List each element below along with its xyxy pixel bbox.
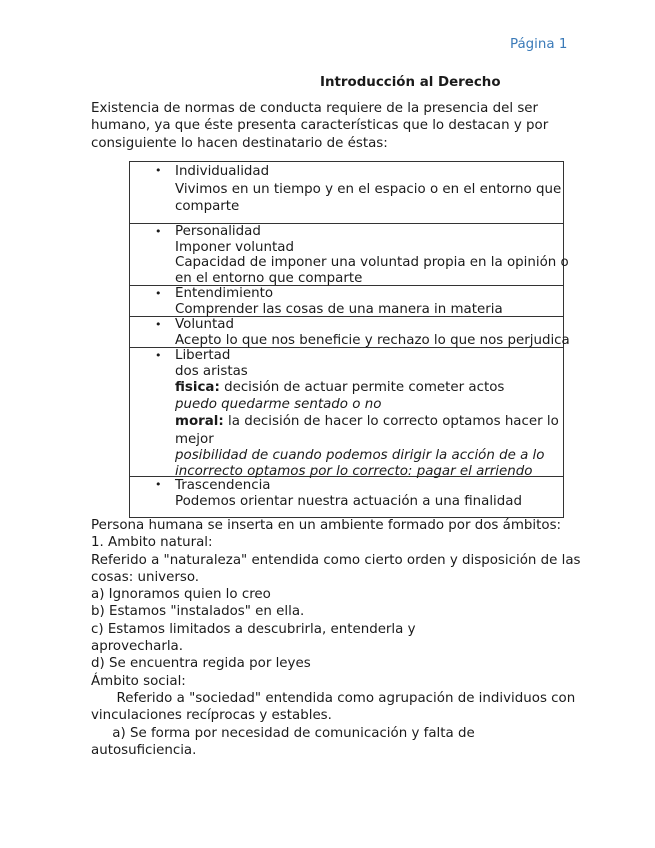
intro-paragraph: [91, 100, 561, 152]
row-text: Acepto lo que nos beneficie y rechazo lo que nos perjudica: [175, 332, 570, 348]
body-line: cosas: universo.: [91, 569, 200, 585]
row-heading: Voluntad: [175, 317, 234, 332]
moral-line: [175, 413, 563, 431]
bullet-icon: •: [155, 287, 162, 300]
table-row-voluntad: [130, 317, 570, 348]
body-line: autosuficiencia.: [91, 742, 197, 758]
row-heading: Individualidad: [175, 164, 270, 179]
intro-line: Existencia de normas de conducta requiere de la presencia del ser: [91, 101, 539, 116]
body-line: Referido a "sociedad" entendida como agrupación de individuos con: [91, 690, 576, 706]
moral-label: moral:: [175, 414, 224, 429]
body-text: [91, 517, 581, 759]
intro-line: humano, ya que éste presenta características que lo destacan y por: [91, 118, 549, 134]
row-heading: Libertad: [175, 348, 231, 363]
row-text: Vivimos en un tiempo y en el espacio o en el entorno que: [175, 181, 562, 197]
row-text: dos aristas: [175, 363, 248, 379]
moral-text-cont: mejor: [175, 431, 214, 447]
fisica-line: [175, 379, 563, 396]
row-text: Imponer voluntad: [175, 239, 294, 255]
bullet-icon: •: [155, 478, 162, 491]
bullet-icon: •: [155, 164, 162, 177]
table-row-individualidad: [130, 162, 563, 224]
row-heading: Trascendencia: [175, 478, 271, 493]
body-line: Persona humana se inserta en un ambiente formado por dos ámbitos:: [91, 518, 562, 533]
body-line: aprovecharla.: [91, 639, 184, 655]
row-text: Capacidad de imponer una voluntad propia en la opinión o: [175, 255, 569, 270]
body-line: Referido a "naturaleza" entendida como cierto orden y disposición de las: [91, 552, 581, 568]
characteristics-table: [129, 161, 570, 518]
table-row-personalidad: [130, 224, 569, 286]
row-text: Comprender las cosas de una manera in materia: [175, 301, 503, 317]
bullet-icon: •: [155, 349, 162, 362]
moral-example: incorrecto optamos por lo correcto: pagar el arriendo: [175, 463, 533, 479]
body-line: Ámbito social:: [91, 673, 186, 689]
intro-line: consiguiente lo hacen destinatario de éstas:: [91, 135, 388, 151]
moral-text: la decisión de hacer lo correcto optamos hacer lo: [223, 414, 559, 429]
page-number: Página 1: [510, 37, 568, 52]
table-row-trascendencia: [130, 477, 563, 518]
fisica-text: decisión de actuar permite cometer actos: [219, 380, 505, 395]
row-text: en el entorno que comparte: [175, 270, 363, 286]
row-text: Podemos orientar nuestra actuación a una finalidad: [175, 494, 522, 509]
row-text: comparte: [175, 199, 240, 214]
fisica-example: puedo quedarme sentado o no: [175, 397, 382, 412]
row-heading: Entendimiento: [175, 286, 274, 301]
body-line: d) Se encuentra regida por leyes: [91, 656, 311, 672]
body-line: a) Se forma por necesidad de comunicación y falta de: [91, 725, 475, 741]
body-line: 1. Ambito natural:: [91, 535, 213, 551]
table-row-entendimiento: [130, 286, 563, 317]
body-line: c) Estamos limitados a descubrirla, entenderla y: [91, 621, 416, 637]
document-title: Introducción al Derecho: [320, 75, 501, 90]
fisica-label: fisica:: [175, 380, 220, 395]
table-row-libertad: [130, 348, 563, 477]
moral-example: posibilidad de cuando podemos dirigir la acción de a lo: [175, 448, 545, 463]
body-line: vinculaciones recíprocas y estables.: [91, 708, 332, 724]
body-line: b) Estamos "instalados" en ella.: [91, 604, 305, 620]
bullet-icon: •: [155, 225, 162, 238]
bullet-icon: •: [155, 318, 162, 331]
row-heading: Personalidad: [175, 224, 261, 239]
body-line: a) Ignoramos quien lo creo: [91, 587, 271, 603]
